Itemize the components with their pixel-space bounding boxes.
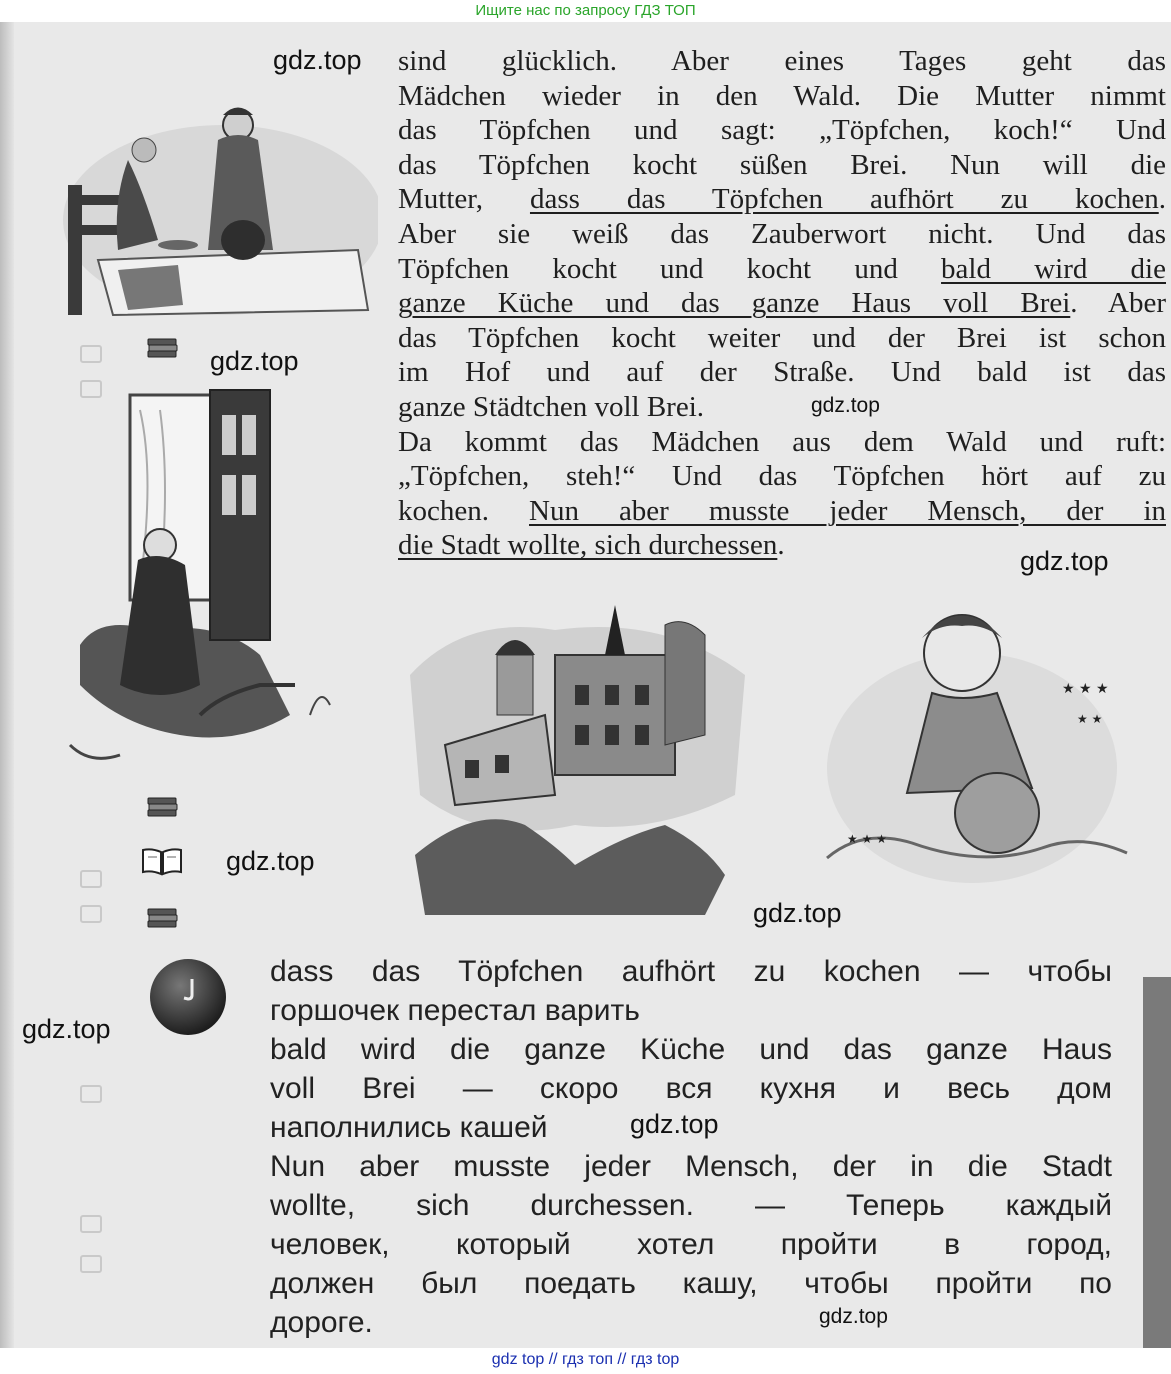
story-line: Aber sie weiß das Zauberwort nicht. Und das [398, 217, 1166, 250]
svg-text:★ ★: ★ ★ [1077, 712, 1103, 726]
book-stack-icon [146, 794, 180, 818]
vocabulary-notes [270, 952, 1112, 1342]
watermark: gdz.top [753, 898, 842, 928]
story-line [398, 494, 1166, 529]
underlined-phrase: Nun aber musste jeder Mensch, der in [529, 494, 1166, 527]
margin-square-icon [80, 345, 102, 363]
underlined-phrase: bald wird die [941, 252, 1166, 285]
note-line: горшочек перестал варить [270, 994, 640, 1027]
girl-at-door-illustration [60, 385, 345, 785]
story-text-fragment: Töpfchen kocht und kocht und [398, 252, 942, 285]
woman-with-pot-illustration [822, 598, 1132, 888]
watermark: gdz.top [1020, 546, 1109, 576]
margin-square-icon [80, 1255, 102, 1273]
story-line: Da kommt das Mädchen aus dem Wald und ruft: [398, 425, 1166, 458]
story-line: das Töpfchen kocht süßen Brei. Nun will die [398, 148, 1166, 181]
margin-square-icon [80, 1215, 102, 1233]
book-stack-icon [146, 905, 180, 929]
story-text-fragment: Mutter, [398, 183, 530, 216]
top-banner[interactable]: Ищите нас по запросу ГДЗ ТОП [475, 2, 696, 19]
story-line: Mädchen wieder in den Wald. Die Mutter nimmt [398, 79, 1166, 112]
note-line: наполнились кашей [270, 1111, 548, 1144]
girl-and-mother-at-table-illustration [58, 100, 378, 325]
story-text-fragment: kochen. [398, 494, 529, 527]
margin-square-icon [80, 905, 102, 923]
story-line: das Töpfchen und sagt: „Töpfchen, koch!“ Und [398, 114, 1166, 147]
margin-square-icon [80, 380, 102, 398]
watermark: gdz.top [819, 1305, 888, 1328]
watermark: gdz.top [273, 45, 362, 75]
watermark: gdz.top [630, 1109, 719, 1139]
note-line: dass das Töpfchen aufhört zu kochen — чтобы [270, 955, 1112, 988]
story-text [398, 44, 1166, 563]
underlined-phrase: ganze Küche und das ganze Haus voll Brei [398, 287, 1071, 320]
watermark: gdz.top [22, 1014, 111, 1044]
underlined-phrase: die Stadt wollte, sich durchessen [398, 529, 778, 562]
pin-icon [148, 957, 232, 1041]
story-text-fragment: . [1158, 183, 1166, 216]
page-edge-bar [1143, 977, 1171, 1348]
story-line: „Töpfchen, steh!“ Und das Töpfchen hört auf zu [398, 460, 1166, 493]
book-stack-icon [146, 335, 180, 359]
story-line: das Töpfchen kocht weiter und der Brei ist schon [398, 321, 1166, 354]
note-line: должен был поедать кашу, чтобы пройти по [270, 1267, 1112, 1300]
story-line [398, 182, 1166, 217]
story-line: im Hof und auf der Straße. Und bald ist das [398, 356, 1166, 389]
page-binding-edge [0, 22, 14, 1348]
note-line: дороге. [270, 1306, 373, 1339]
note-line: wollte, sich durchessen. — Теперь каждый [270, 1189, 1112, 1222]
note-line: voll Brei — скоро вся кухня и весь дом [270, 1072, 1112, 1105]
open-book-icon [140, 846, 184, 878]
town-illustration [405, 595, 755, 920]
watermark: gdz.top [210, 346, 299, 376]
story-line: sind glücklich. Aber eines Tages geht das [398, 45, 1166, 77]
watermark: gdz.top [226, 846, 315, 876]
note-line: bald wird die ganze Küche und das ganze Haus [270, 1033, 1112, 1066]
watermark: gdz.top [811, 394, 880, 417]
svg-text:★ ★ ★: ★ ★ ★ [1062, 681, 1109, 697]
story-line [398, 252, 1166, 287]
story-line [398, 286, 1166, 321]
svg-text:★ ★ ★: ★ ★ ★ [847, 832, 887, 846]
note-line: человек, который хотел пройти в город, [270, 1228, 1112, 1261]
note-line: Nun aber musste jeder Mensch, der in die Stadt [270, 1150, 1112, 1183]
margin-square-icon [80, 870, 102, 888]
story-text-fragment: . Aber [1070, 287, 1167, 320]
margin-square-icon [80, 1085, 102, 1103]
story-text-fragment: . [777, 529, 785, 562]
bottom-links[interactable]: gdz top // гдз топ // гдз top [491, 1351, 680, 1368]
underlined-phrase: dass das Töpfchen aufhört zu kochen [529, 183, 1159, 216]
story-line: ganze Städtchen voll Brei. [398, 390, 705, 423]
